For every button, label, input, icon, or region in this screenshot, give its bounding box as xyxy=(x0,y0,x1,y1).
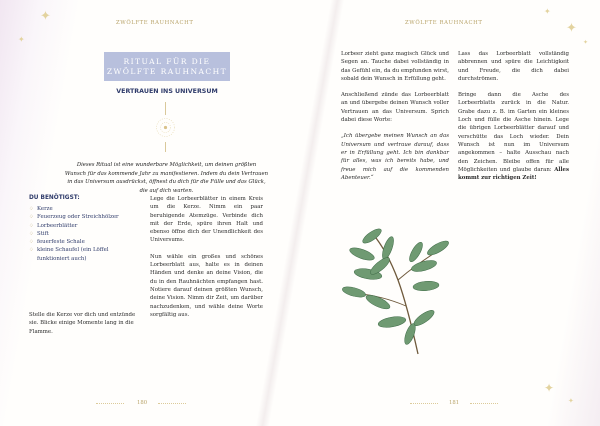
running-head-right: ZWÖLFTE RAUHNACHT xyxy=(405,20,483,26)
sparkle-star-icon: ✦ xyxy=(544,381,555,395)
incantation-quote: „Ich übergebe meinen Wunsch an das Universum und vertraue darauf, dass er in Erfüllung geht. Ich bin dankbar für alles, was ich bereits habe, und freue mich auf die kommenden Abenteuer.“ xyxy=(341,133,449,181)
left-column-2 xyxy=(150,195,263,327)
paragraph: Lass das Lorbeerblatt vollständig abbrennen und spüre die Leichtigkeit und Freude, die dich dabei durchströmen. xyxy=(458,51,569,82)
sparkle-star-icon: ✦ xyxy=(18,35,25,44)
ornament-line-bottom xyxy=(165,142,166,152)
intro-line: in das Universum ausdrückst, öffnest du dich für die Fülle und das Glück, xyxy=(67,179,266,186)
footer-line-right xyxy=(470,403,498,404)
paragraph-text: Bringe dann die Asche des Lorbeerblatts zurück in die Natur. Grabe dazu z. B. im Garten ein kleines Loch und fülle die Asche hinein. Lege die übrigen Lorbeerblätter darauf und verschütte das Loch wieder. Dein Wunsch ist nun im Universum angekommen – halte Ausschau nach den Zeichen. Bleibe offen für alle Möglichkeiten und glaube daran: xyxy=(458,92,569,173)
sparkle-star-icon: ✦ xyxy=(568,397,574,405)
sparkle-star-icon: ✦ xyxy=(583,39,589,46)
paragraph: Nun wähle ein großes und schönes Lorbeerblatt aus, halte es in deinen Händen und denke an deine Vision, die du in den Rauhnächten empfangen hast. Notiere darauf deinen größten Wunsch, deine Vision. Nimm dir Zeit, um darüber nachzudenken, und wähle deine Worte sorgfältig aus. xyxy=(150,253,263,318)
list-item: ♢ Stift xyxy=(29,230,141,238)
intro-line: die auf dich warten. xyxy=(139,188,194,195)
list-item: ♢ feuerfeste Schale xyxy=(29,238,141,246)
candle-glow-ornament-icon xyxy=(152,114,179,141)
ritual-title-box xyxy=(104,52,230,81)
ritual-title-line-1: RITUAL FÜR DIE xyxy=(123,56,211,66)
list-item: ♢ Kerze xyxy=(29,205,141,213)
list-item: ♢ kleine Schaufel (ein Löffel funktioniert auch) xyxy=(29,246,141,263)
materials-heading: DU BENÖTIGST: xyxy=(29,195,80,201)
list-item: ♢ Feuerzeug oder Streichhölzer xyxy=(29,213,141,221)
paragraph: Lorbeer zieht ganz magisch Glück und Segen an. Tauche dabei vollständig in das Gefühl ein, da du empfunden wirst, sobald dein Wunsch in Erfüllung geht. xyxy=(341,51,449,82)
paragraph xyxy=(458,91,569,182)
paragraph: Anschließend zünde das Lorbeerblatt an und übergebe deinen Wunsch voller Vertrauen an das Universum. Sprich dabei diese Worte: xyxy=(341,92,449,124)
ritual-intro xyxy=(60,161,273,196)
paragraph: Stelle die Kerze vor dich und entzünde sie. Blicke einige Momente lang in die Flamme. xyxy=(29,312,136,335)
intro-line: Wunsch für das kommende Jahr zu manifestieren. Indem du dein Vertrauen xyxy=(64,170,269,177)
sparkle-star-icon: ✦ xyxy=(40,9,51,24)
ritual-subtitle: VERTRAUEN INS UNIVERSUM xyxy=(116,88,218,95)
materials-list xyxy=(29,205,141,263)
right-column-1 xyxy=(341,50,449,190)
right-column-2 xyxy=(458,50,569,190)
running-head-left: ZWÖLFTE RAUHNACHT xyxy=(116,20,194,26)
footer-line-left xyxy=(158,403,186,404)
page-number-left: 180 xyxy=(137,400,148,406)
list-item: ♢ Lorbeerblätter xyxy=(29,222,141,230)
closing-emphasis: Alles kommt zur richtigen Zeit! xyxy=(458,166,569,182)
ritual-title-line-2: ZWÖLFTE RAUHNACHT xyxy=(106,66,228,76)
footer-line-left xyxy=(96,403,124,404)
page-number-right: 181 xyxy=(449,400,460,406)
sparkle-star-icon: ✦ xyxy=(566,21,577,36)
laurel-branch-icon xyxy=(340,222,450,362)
sparkle-star-icon: ✦ xyxy=(544,7,551,16)
footer-line-right xyxy=(410,403,438,404)
paragraph: Lege die Lorbeerblätter in einem Kreis um die Kerze. Nimm ein paar beruhigende Atemzüge. Verbinde dich mit der Erde, spüre ihren Halt und ebenso öffne dich der Unendlichkeit des Universums. xyxy=(150,196,263,244)
intro-line: Dieses Ritual ist eine wunderbare Möglichkeit, um deinen größten xyxy=(76,162,257,168)
